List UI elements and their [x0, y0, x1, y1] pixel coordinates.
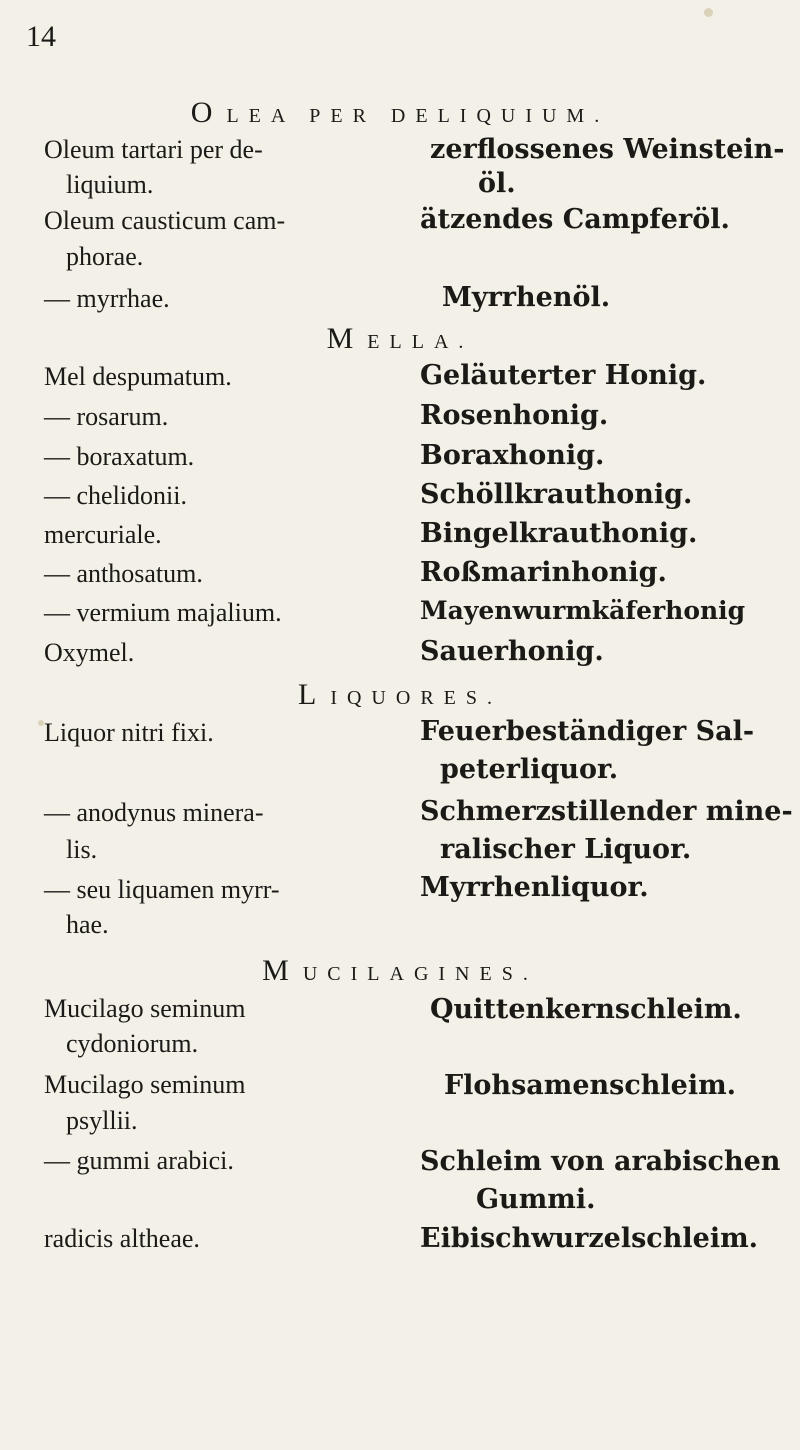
latin-entry: — chelidonii. — [44, 481, 187, 510]
latin-entry-cont: hae. — [66, 910, 109, 939]
page-number: 14 — [26, 20, 56, 53]
latin-entry: — gummi arabici. — [44, 1146, 234, 1175]
german-entry-cont: ralischer Liquor. — [440, 834, 692, 865]
heading-rest: LEA PER DELIQUIUM. — [226, 105, 610, 127]
german-entry: Schmerzstillender mine- — [420, 796, 793, 827]
german-entry: Boraxhonig. — [420, 440, 605, 471]
german-entry-cont: öl. — [478, 168, 516, 199]
latin-entry-cont: lis. — [66, 835, 98, 864]
german-entry-cont: peterliquor. — [440, 754, 619, 785]
german-entry: Roßmarinhonig. — [420, 557, 667, 588]
heading-initial: M — [262, 954, 303, 987]
german-entry: Myrrhenöl. — [442, 282, 611, 313]
latin-entry: Mel despumatum. — [44, 362, 232, 391]
german-entry: Schleim von arabischen — [420, 1146, 781, 1177]
german-entry: Flohsamenschleim. — [444, 1070, 737, 1101]
heading-rest: IQUORES. — [330, 687, 502, 709]
latin-entry: — anthosatum. — [44, 559, 203, 588]
latin-entry: — boraxatum. — [44, 442, 195, 471]
latin-entry: Mucilago seminum — [44, 1070, 246, 1099]
paper-stain — [704, 8, 713, 17]
german-entry: Quittenkernschleim. — [430, 994, 742, 1025]
german-entry: Eibischwurzelschleim. — [420, 1223, 759, 1254]
german-entry: zerflossenes Weinstein- — [430, 134, 785, 165]
german-entry: Myrrhenliquor. — [420, 872, 649, 903]
german-entry-cont: Gummi. — [476, 1184, 596, 1215]
latin-entry-cont: phorae. — [66, 242, 144, 271]
latin-entry: mercuriale. — [44, 520, 162, 549]
latin-entry: — rosarum. — [44, 402, 169, 431]
latin-entry: Oxymel. — [44, 638, 135, 667]
latin-entry: — anodynus minera- — [44, 798, 264, 827]
german-entry: ätzendes Campferöl. — [420, 204, 730, 235]
latin-entry-cont: liquium. — [66, 170, 154, 199]
heading-initial: O — [190, 96, 227, 129]
german-entry: Schöllkrauthonig. — [420, 479, 693, 510]
latin-entry: Oleum causticum cam- — [44, 206, 286, 235]
heading-rest: ELLA. — [367, 331, 474, 353]
german-entry: Geläuterter Honig. — [420, 360, 707, 391]
latin-entry: — myrrhae. — [44, 284, 170, 313]
german-entry: Bingelkrauthonig. — [420, 518, 698, 549]
heading-initial: M — [326, 322, 368, 355]
heading-rest: UCILAGINES. — [302, 963, 538, 985]
latin-entry-cont: cydoniorum. — [66, 1029, 199, 1058]
latin-entry: — seu liquamen myrr- — [44, 875, 280, 904]
german-entry: Feuerbeständiger Sal- — [420, 716, 755, 747]
latin-entry: Liquor nitri fixi. — [44, 718, 214, 747]
german-entry: Sauerhonig. — [420, 636, 604, 667]
latin-entry: radicis altheae. — [44, 1224, 200, 1253]
latin-entry: — vermium majalium. — [44, 598, 282, 627]
section-heading-mucilagines — [0, 956, 800, 986]
section-heading-liquores — [0, 680, 800, 710]
latin-entry: Mucilago seminum — [44, 994, 246, 1023]
paper-stain — [38, 720, 44, 726]
german-entry: Rosenhonig. — [420, 400, 609, 431]
german-entry: Mayenwurmkäferhonig — [420, 596, 746, 625]
section-heading-mella — [0, 324, 800, 354]
latin-entry-cont: psyllii. — [66, 1106, 138, 1135]
section-heading-olea — [0, 98, 800, 128]
heading-initial: L — [298, 678, 331, 711]
latin-entry: Oleum tartari per de- — [44, 135, 263, 164]
